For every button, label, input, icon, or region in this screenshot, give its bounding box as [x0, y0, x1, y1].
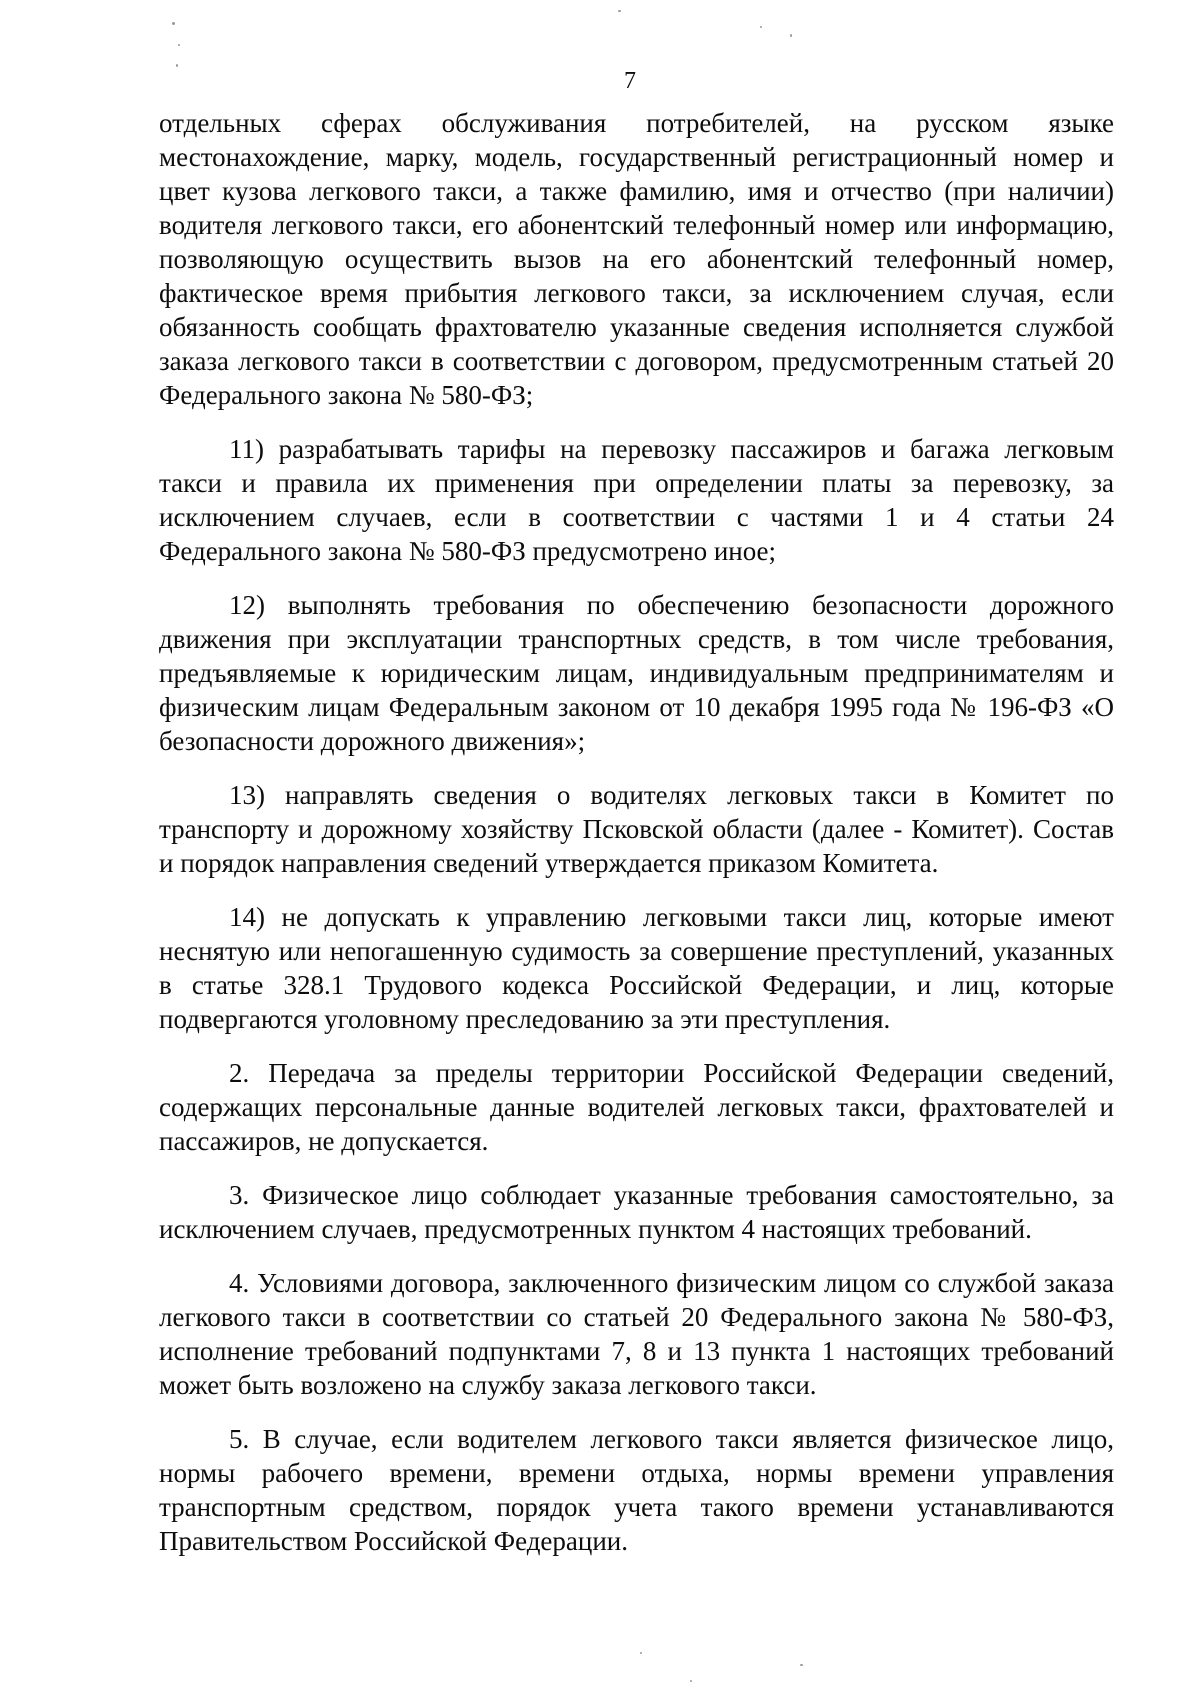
- scan-speck: [790, 34, 792, 37]
- scan-speck: [618, 10, 621, 12]
- paragraph-item-13: 13) направлять сведения о водителях легковых такси в Комитет по транспорту и дорожному хозяйству Псковской области (далее - Комитет). Состав и порядок направления сведений утверждается приказом Комитета.: [159, 780, 1114, 878]
- paragraph-item-11: 11) разрабатывать тарифы на перевозку пассажиров и багажа легковым такси и правила их применения при определении платы за перевозку, за исключением случаев, если в соответствии с частями 1 и 4 статьи 24 Федерального закона № 580-ФЗ предусмотрено иное;: [159, 434, 1114, 566]
- page-number: 7: [624, 68, 636, 94]
- scan-speck: [640, 1652, 642, 1654]
- paragraph-clause-2: 2. Передача за пределы территории Российской Федерации сведений, содержащих персональные данные водителей легковых такси, фрахтователей и пассажиров, не допускается.: [159, 1058, 1114, 1156]
- paragraph-clause-4: 4. Условиями договора, заключенного физическим лицом со службой заказа легкового такси в соответствии со статьей 20 Федерального закона № 580-ФЗ, исполнение требований подпунктами 7, 8 и 13 пункта 1 настоящих требований может быть возложено на службу заказа легкового такси.: [159, 1268, 1114, 1400]
- scan-speck: [690, 1680, 692, 1682]
- paragraph-clause-3: 3. Физическое лицо соблюдает указанные требования самостоятельно, за исключением случаев, предусмотренных пунктом 4 настоящих требований.: [159, 1180, 1114, 1244]
- scan-speck: [800, 1664, 803, 1666]
- paragraph-item-14: 14) не допускать к управлению легковыми такси лиц, которые имеют неснятую или непогашенную судимость за совершение преступлений, указанных в статье 328.1 Трудового кодекса Российской Федерации, и лиц, которые подвергаются уголовному преследованию за эти преступления.: [159, 902, 1114, 1034]
- paragraph-item-12: 12) выполнять требования по обеспечению безопасности дорожного движения при эксплуатации транспортных средств, в том числе требования, предъявляемые к юридическим лицам, индивидуальным предпринимателям и физическим лицам Федеральным законом от 10 декабря 1995 года № 196-ФЗ «О безопасности дорожного движения»;: [159, 590, 1114, 756]
- scan-speck: [178, 44, 180, 46]
- document-body: [159, 106, 1114, 1558]
- scan-speck: [760, 26, 762, 28]
- paragraph-clause-5: 5. В случае, если водителем легкового такси является физическое лицо, нормы рабочего времени, времени отдыха, нормы времени управления транспортным средством, порядок учета такого времени устанавливаются Правительством Российской Федерации.: [159, 1424, 1114, 1556]
- paragraph-continuation: отдельных сферах обслуживания потребителей, на русском языке местонахождение, марку, модель, государственный регистрационный номер и цвет кузова легкового такси, а также фамилию, имя и отчество (при наличии) водителя легкового такси, его абонентский телефонный номер или информацию, позволяющую осуществить вызов на его абонентский телефонный номер, фактическое время прибытия легкового такси, за исключением случая, если обязанность сообщать фрахтователю указанные сведения исполняется службой заказа легкового такси в соответствии с договором, предусмотренным статьей 20 Федерального закона № 580-ФЗ;: [159, 108, 1114, 410]
- scan-speck: [176, 64, 178, 67]
- scan-speck: [172, 22, 175, 25]
